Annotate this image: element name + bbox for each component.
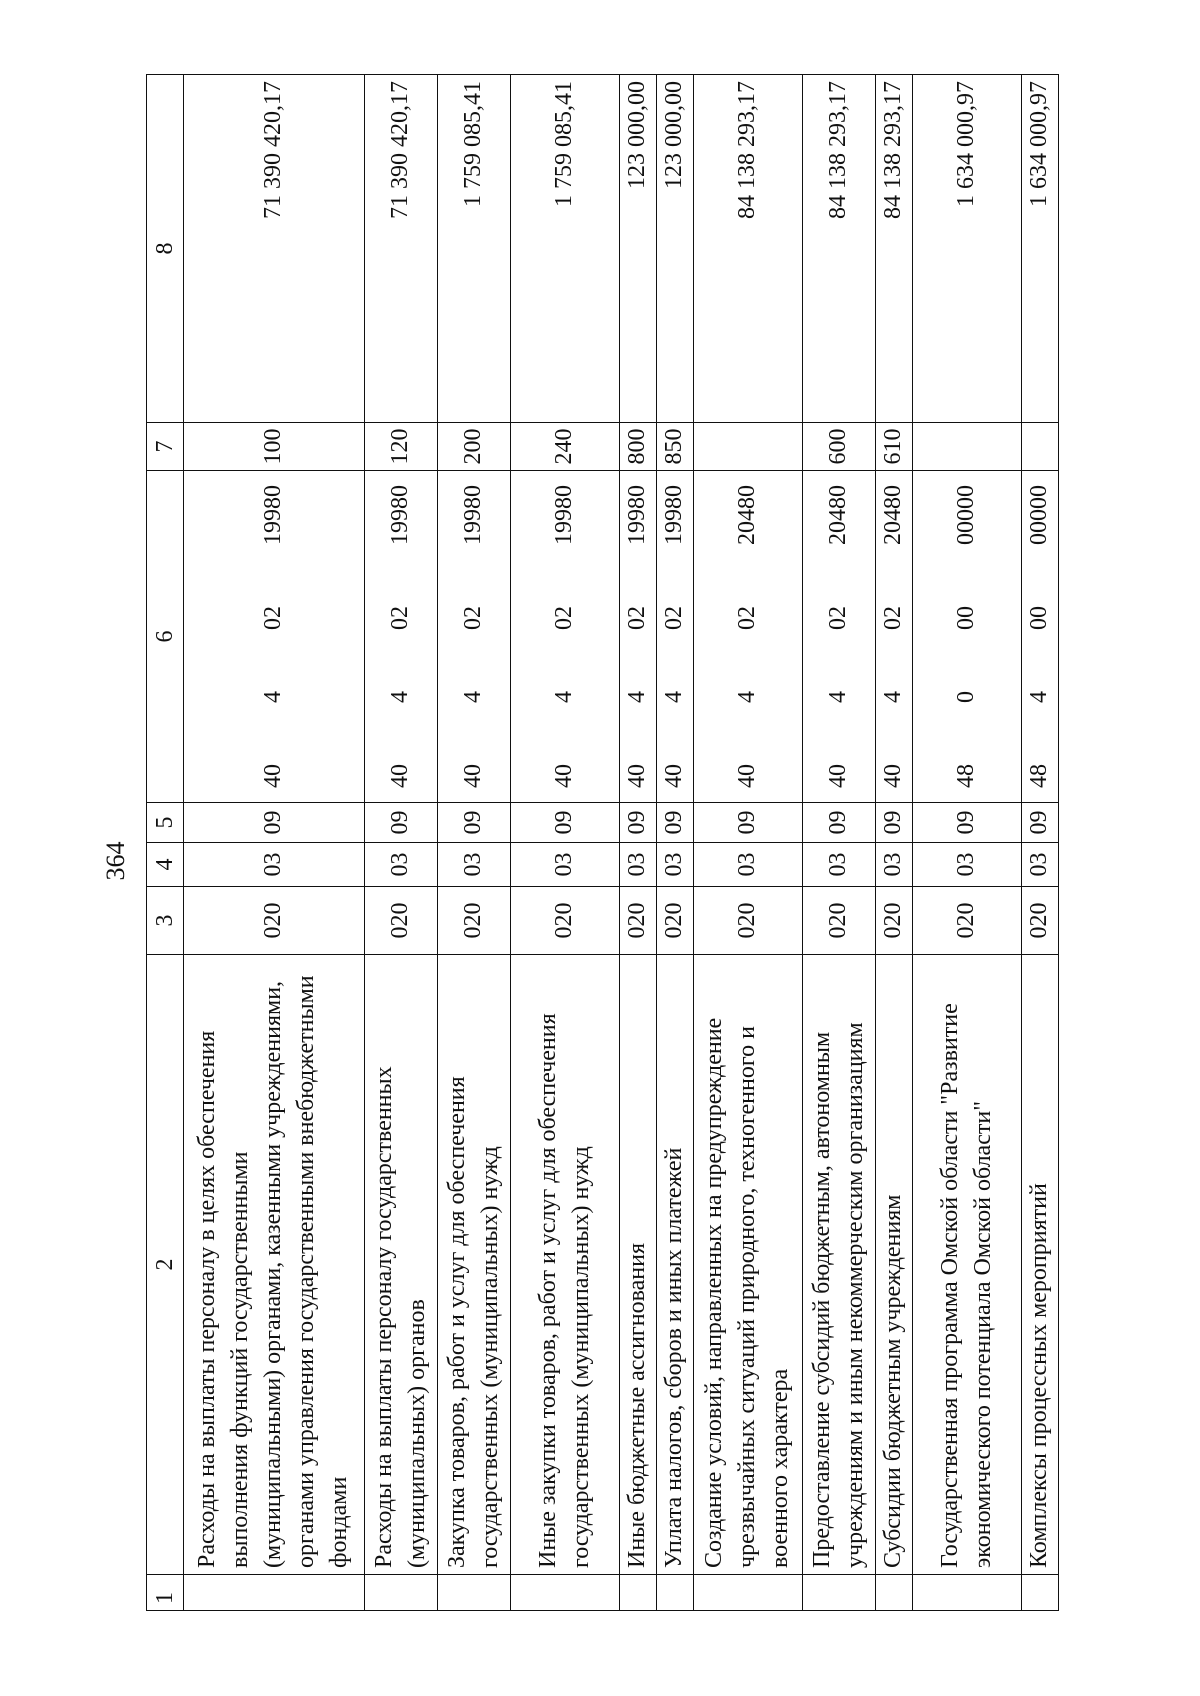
expense-name-cell: Создание условий, направленных на предупреждение чрезвычайных ситуаций природного, техногенного и военного характера xyxy=(693,955,802,1575)
subsection-code-cell: 09 xyxy=(875,803,912,843)
amount-cell: 1 759 085,41 xyxy=(510,75,619,423)
target-article-part: 0 xyxy=(953,691,980,703)
expense-type-cell: 240 xyxy=(510,423,619,471)
target-article-cell xyxy=(510,471,619,803)
expense-name-cell: Расходы на выплаты персоналу в целях обеспечения выполнения функций государственными (муниципальными) органами, казенными учреждениями, органами управления государственными внебюджетными фондами xyxy=(184,955,365,1575)
row-number-cell xyxy=(912,1575,1021,1611)
target-article-cell xyxy=(802,471,875,803)
rotated-table-wrapper xyxy=(146,75,1059,1611)
amount-cell: 84 138 293,17 xyxy=(875,75,912,423)
expense-name-cell: Уплата налогов, сборов и иных платежей xyxy=(656,955,693,1575)
target-article-part: 00 xyxy=(1026,606,1053,630)
expense-type-cell xyxy=(693,423,802,471)
section-code-cell: 03 xyxy=(619,843,656,887)
target-article-parts xyxy=(822,471,855,802)
target-article-part: 40 xyxy=(551,764,578,788)
header-cell: 5 xyxy=(147,803,184,843)
target-article-part: 48 xyxy=(953,764,980,788)
row-number-cell xyxy=(875,1575,912,1611)
row-number-cell xyxy=(693,1575,802,1611)
target-article-part: 4 xyxy=(460,691,487,703)
target-article-parts xyxy=(877,471,910,802)
expense-type-cell: 100 xyxy=(184,423,365,471)
target-article-part: 00 xyxy=(953,606,980,630)
row-number-cell xyxy=(656,1575,693,1611)
header-cell: 8 xyxy=(147,75,184,423)
target-article-part: 02 xyxy=(551,606,578,630)
target-article-cell xyxy=(693,471,802,803)
row-number-cell xyxy=(1021,1575,1058,1611)
target-article-parts xyxy=(457,471,490,802)
target-article-part: 02 xyxy=(260,606,287,630)
target-article-part: 02 xyxy=(387,606,414,630)
page-number: 364 xyxy=(101,841,130,881)
header-row xyxy=(147,75,184,1611)
row-number-cell xyxy=(364,1575,437,1611)
target-article-part: 19980 xyxy=(624,485,651,545)
target-article-parts xyxy=(257,471,290,802)
amount-cell: 123 000,00 xyxy=(656,75,693,423)
section-code-cell: 03 xyxy=(1021,843,1058,887)
target-article-parts xyxy=(950,471,983,802)
section-code-cell: 03 xyxy=(693,843,802,887)
subsection-code-cell: 09 xyxy=(1021,803,1058,843)
target-article-part: 40 xyxy=(880,764,907,788)
target-article-part: 20480 xyxy=(734,485,761,545)
section-code-cell: 03 xyxy=(184,843,365,887)
target-article-parts xyxy=(1023,471,1056,802)
subsection-code-cell: 09 xyxy=(656,803,693,843)
header-cell: 3 xyxy=(147,887,184,955)
expense-type-cell: 200 xyxy=(437,423,510,471)
target-article-part: 4 xyxy=(880,691,907,703)
grbs-code-cell: 020 xyxy=(510,887,619,955)
row-number-cell xyxy=(510,1575,619,1611)
target-article-part: 4 xyxy=(661,691,688,703)
expense-name-cell: Закупка товаров, работ и услуг для обеспечения государственных (муниципальных) нужд xyxy=(437,955,510,1575)
target-article-part: 4 xyxy=(734,691,761,703)
grbs-code-cell: 020 xyxy=(364,887,437,955)
grbs-code-cell: 020 xyxy=(437,887,510,955)
section-code-cell: 03 xyxy=(510,843,619,887)
expense-name-cell: Иные закупки товаров, работ и услуг для обеспечения государственных (муниципальных) нужд xyxy=(510,955,619,1575)
expense-type-cell: 610 xyxy=(875,423,912,471)
amount-cell: 123 000,00 xyxy=(619,75,656,423)
header-cell: 6 xyxy=(147,471,184,803)
table-row xyxy=(510,75,619,1611)
grbs-code-cell: 020 xyxy=(619,887,656,955)
subsection-code-cell: 09 xyxy=(437,803,510,843)
target-article-part: 4 xyxy=(624,691,651,703)
table-row xyxy=(184,75,365,1611)
header-cell: 7 xyxy=(147,423,184,471)
expense-name-cell: Иные бюджетные ассигнования xyxy=(619,955,656,1575)
section-code-cell: 03 xyxy=(875,843,912,887)
expense-type-cell: 120 xyxy=(364,423,437,471)
grbs-code-cell: 020 xyxy=(1021,887,1058,955)
grbs-code-cell: 020 xyxy=(184,887,365,955)
section-code-cell: 03 xyxy=(437,843,510,887)
row-number-cell xyxy=(619,1575,656,1611)
target-article-parts xyxy=(731,471,764,802)
target-article-cell xyxy=(912,471,1021,803)
target-article-part: 40 xyxy=(624,764,651,788)
target-article-part: 02 xyxy=(460,606,487,630)
expense-name-cell: Расходы на выплаты персоналу государственных (муниципальных) органов xyxy=(364,955,437,1575)
amount-cell: 84 138 293,17 xyxy=(802,75,875,423)
table-row xyxy=(1021,75,1058,1611)
target-article-part: 02 xyxy=(880,606,907,630)
subsection-code-cell: 09 xyxy=(364,803,437,843)
header-cell: 1 xyxy=(147,1575,184,1611)
amount-cell: 71 390 420,17 xyxy=(364,75,437,423)
target-article-part: 40 xyxy=(661,764,688,788)
table-row xyxy=(912,75,1021,1611)
target-article-part: 20480 xyxy=(825,485,852,545)
target-article-part: 4 xyxy=(387,691,414,703)
target-article-parts xyxy=(658,471,691,802)
table-row xyxy=(802,75,875,1611)
row-number-cell xyxy=(184,1575,365,1611)
target-article-part: 40 xyxy=(825,764,852,788)
target-article-cell xyxy=(364,471,437,803)
section-code-cell: 03 xyxy=(656,843,693,887)
subsection-code-cell: 09 xyxy=(802,803,875,843)
table-body xyxy=(184,75,1059,1611)
grbs-code-cell: 020 xyxy=(802,887,875,955)
target-article-part: 48 xyxy=(1026,764,1053,788)
row-number-cell xyxy=(802,1575,875,1611)
amount-cell: 84 138 293,17 xyxy=(693,75,802,423)
grbs-code-cell: 020 xyxy=(875,887,912,955)
target-article-cell xyxy=(875,471,912,803)
expense-type-cell: 800 xyxy=(619,423,656,471)
target-article-part: 19980 xyxy=(387,485,414,545)
target-article-part: 40 xyxy=(460,764,487,788)
target-article-part: 19980 xyxy=(661,485,688,545)
expense-name-cell: Комплексы процессных мероприятий xyxy=(1021,955,1058,1575)
target-article-part: 00000 xyxy=(953,485,980,545)
section-code-cell: 03 xyxy=(802,843,875,887)
target-article-part: 4 xyxy=(551,691,578,703)
target-article-part: 02 xyxy=(734,606,761,630)
target-article-part: 20480 xyxy=(880,485,907,545)
table-row xyxy=(875,75,912,1611)
table-row xyxy=(437,75,510,1611)
amount-cell: 1 634 000,97 xyxy=(912,75,1021,423)
target-article-part: 4 xyxy=(825,691,852,703)
target-article-cell xyxy=(619,471,656,803)
subsection-code-cell: 09 xyxy=(693,803,802,843)
expense-name-cell: Предоставление субсидий бюджетным, автономным учреждениям и иным некоммерческим организациям xyxy=(802,955,875,1575)
target-article-part: 02 xyxy=(825,606,852,630)
grbs-code-cell: 020 xyxy=(912,887,1021,955)
target-article-part: 00000 xyxy=(1026,485,1053,545)
table-row xyxy=(656,75,693,1611)
expense-type-cell: 850 xyxy=(656,423,693,471)
expense-name-cell: Субсидии бюджетным учреждениям xyxy=(875,955,912,1575)
target-article-part: 02 xyxy=(661,606,688,630)
expense-type-cell xyxy=(1021,423,1058,471)
section-code-cell: 03 xyxy=(364,843,437,887)
subsection-code-cell: 09 xyxy=(619,803,656,843)
amount-cell: 1 759 085,41 xyxy=(437,75,510,423)
target-article-cell xyxy=(656,471,693,803)
grbs-code-cell: 020 xyxy=(693,887,802,955)
header-cell: 2 xyxy=(147,955,184,1575)
table-row xyxy=(619,75,656,1611)
target-article-parts xyxy=(621,471,654,802)
target-article-part: 40 xyxy=(260,764,287,788)
target-article-part: 02 xyxy=(624,606,651,630)
amount-cell: 1 634 000,97 xyxy=(1021,75,1058,423)
subsection-code-cell: 09 xyxy=(912,803,1021,843)
target-article-cell xyxy=(1021,471,1058,803)
target-article-cell xyxy=(184,471,365,803)
expense-type-cell: 600 xyxy=(802,423,875,471)
subsection-code-cell: 09 xyxy=(510,803,619,843)
amount-cell: 71 390 420,17 xyxy=(184,75,365,423)
target-article-part: 40 xyxy=(734,764,761,788)
table-row xyxy=(364,75,437,1611)
table-row xyxy=(693,75,802,1611)
target-article-cell xyxy=(437,471,510,803)
target-article-part: 19980 xyxy=(260,485,287,545)
target-article-part: 4 xyxy=(1026,691,1053,703)
target-article-part: 4 xyxy=(260,691,287,703)
row-number-cell xyxy=(437,1575,510,1611)
budget-table xyxy=(146,74,1059,1611)
expense-type-cell xyxy=(912,423,1021,471)
target-article-parts xyxy=(384,471,417,802)
expense-name-cell: Государственная программа Омской области "Развитие экономического потенциала Омской области" xyxy=(912,955,1021,1575)
subsection-code-cell: 09 xyxy=(184,803,365,843)
target-article-part: 19980 xyxy=(551,485,578,545)
target-article-part: 40 xyxy=(387,764,414,788)
target-article-part: 19980 xyxy=(460,485,487,545)
target-article-parts xyxy=(548,471,581,802)
header-cell: 4 xyxy=(147,843,184,887)
grbs-code-cell: 020 xyxy=(656,887,693,955)
section-code-cell: 03 xyxy=(912,843,1021,887)
